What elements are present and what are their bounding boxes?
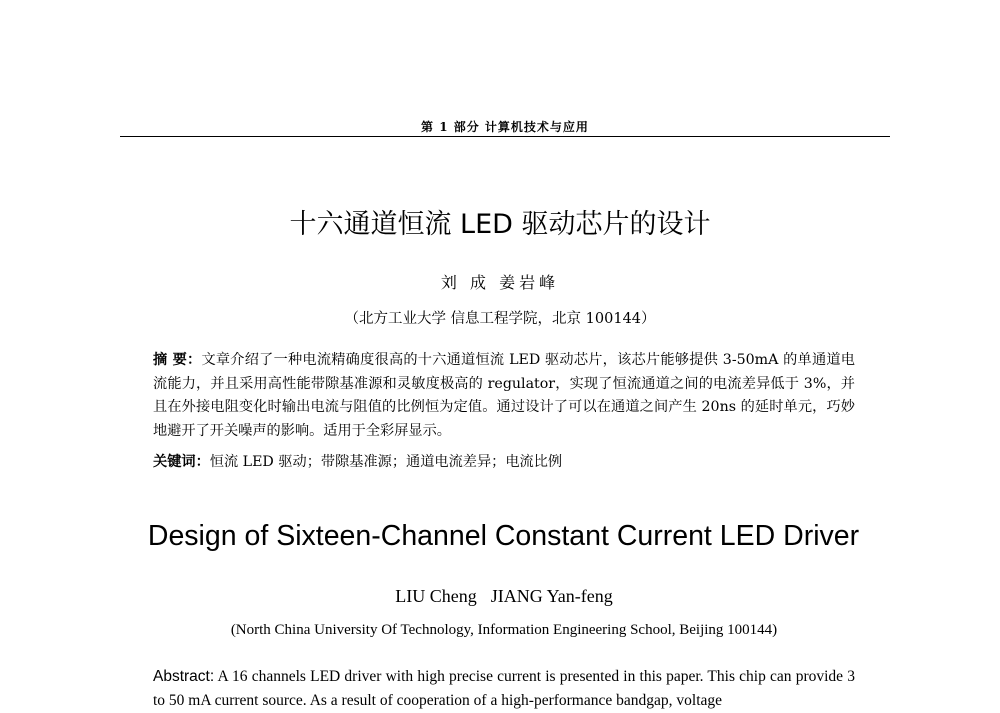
affiliation-chinese: （北方工业大学 信息工程学院，北京 100144）: [344, 311, 656, 327]
author-jiang-yanfeng: JIANG Yan-feng: [490, 586, 613, 606]
keywords-chinese-label: 关键词：: [153, 454, 210, 470]
author-liu-cheng: LIU Cheng: [395, 586, 477, 606]
abstract-english-text: A 16 channels LED driver with high precise current is presented in this paper. This chip can provide 3 to 50 mA current source. As a result of cooperation of a high-performance bandgap, voltage: [153, 668, 855, 709]
header-rule: [120, 136, 890, 137]
abstract-english-label: Abstract:: [153, 668, 215, 685]
authors-chinese: 刘 成 姜岩峰: [440, 273, 560, 292]
running-header: 第 1 部分 计算机技术与应用: [421, 120, 589, 134]
abstract-chinese-text: 文章介绍了一种电流精确度很高的十六通道恒流 LED 驱动芯片，该芯片能够提供 3-50mA 的单通道电流能力，并且采用高性能带隙基准源和灵敏度极高的 regulator，实现了恒流通道之间的电流差异低于 3%，并且在外接电阻变化时输出电流与阻值的比例恒为定值。通过设计了可以在通道之间产生 20ns 的延时单元，巧妙地避开了开关噪声的影响。适用于全彩屏显示。: [153, 352, 855, 439]
abstract-chinese: [153, 349, 855, 443]
paper-title-english: Design of Sixteen-Channel Constant Current LED Driver: [147, 520, 860, 552]
keywords-chinese: [153, 451, 855, 471]
abstract-english: [153, 665, 855, 713]
affiliation-english: (North China University Of Technology, Information Engineering School, Beijing 100144): [230, 622, 778, 638]
abstract-chinese-label: 摘 要：: [153, 352, 202, 368]
authors-english: [0, 586, 1000, 607]
paper-title-chinese: 十六通道恒流 LED 驱动芯片的设计: [289, 209, 711, 240]
keywords-chinese-text: 恒流 LED 驱动；带隙基准源；通道电流差异；电流比例: [209, 454, 563, 470]
